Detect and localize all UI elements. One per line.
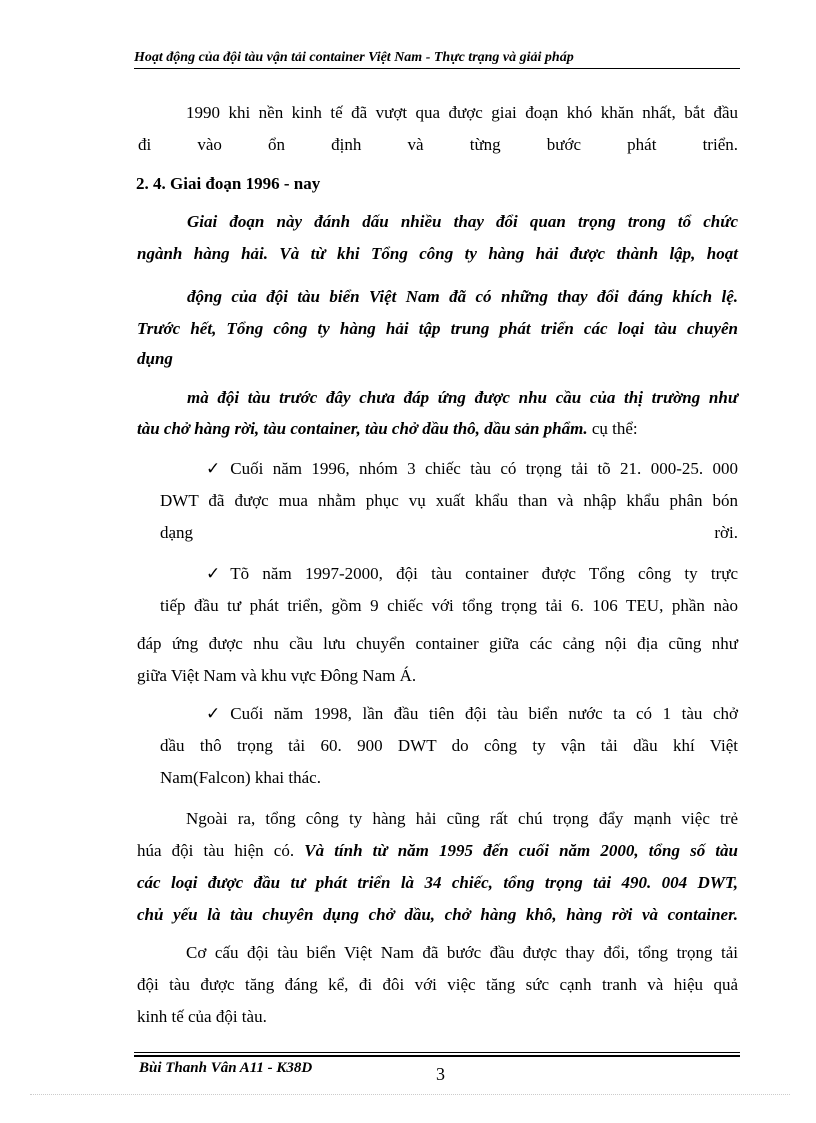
section-heading: 2. 4. Giai đoạn 1996 - nay [136, 174, 321, 193]
p5-line-3: các loại được đầu tư phát triển là 34 chiếc, tổng trọng tải 490. 004 DWT, [137, 873, 738, 892]
bullet-2-line-4: giữa Việt Nam và khu vực Đông Nam Á. [137, 666, 417, 685]
bullet-2-line-1: ✓ Tõ năm 1997-2000, đội tàu container được Tổng công ty trực [206, 558, 738, 590]
bullet-3-line-1: ✓ Cuối năm 1998, lần đầu tiên đội tàu biển nước ta có 1 tàu chở [206, 698, 738, 730]
p5-line-1: Ngoài ra, tổng công ty hàng hải cũng rất chú trọng đẩy mạnh việc trẻ [186, 809, 738, 828]
p5-line-2-bold: Và tính từ năm 1995 đến cuối năm 2000, tổng số tàu [304, 841, 739, 860]
footer-rule-thick [134, 1055, 740, 1057]
page-bottom-dotted-line [30, 1094, 790, 1095]
p3-line-3: dụng [137, 349, 173, 368]
p5-line-2-plain: húa đội tàu hiện có. [137, 841, 305, 860]
footer-author: Bùi Thanh Vân A11 - K38D [139, 1060, 313, 1076]
p2-line-2: ngành hàng hải. Và từ khi Tổng công ty hàng hải được thành lập, hoạt [137, 244, 738, 263]
header-rule [134, 68, 740, 69]
p3-line-1: động của đội tàu biển Việt Nam đã có những thay đổi đáng khích lệ. [187, 287, 738, 306]
running-header: Hoạt động của đội tàu vận tải container Việt Nam - Thực trạng và giải pháp [134, 50, 574, 65]
bullet-3-line-2: dầu thô trọng tải 60. 900 DWT do công ty vận tải dầu khí Việt [160, 736, 738, 755]
p6-line-3: kinh tế của đội tàu. [137, 1007, 267, 1026]
p6-line-2: đội tàu được tăng đáng kể, đi đôi với việc tăng sức cạnh tranh và hiệu quả [137, 975, 738, 994]
checkmark-icon: ✓ [206, 459, 221, 478]
p4-line-2-plain: cụ thể: [587, 419, 638, 438]
bullet-1-line-1: ✓ Cuối năm 1996, nhóm 3 chiếc tàu có trọng tải tõ 21. 000-25. 000 [206, 453, 738, 485]
bullet-2-line-2: tiếp đầu tư phát triển, gồm 9 chiếc với tổng trọng tải 6. 106 TEU, phần nào [160, 596, 738, 615]
bullet-1-line-2: DWT đã được mua nhằm phục vụ xuất khẩu than và nhập khẩu phân bón [160, 491, 738, 510]
p4-line-2 [137, 413, 738, 445]
checkmark-icon: ✓ [206, 704, 221, 723]
p6-line-1: Cơ cấu đội tàu biển Việt Nam đã bước đầu được thay đổi, tổng trọng tải [186, 943, 738, 962]
page-number: 3 [436, 1064, 445, 1084]
bullet-3-line-3: Nam(Falcon) khai thác. [160, 768, 321, 787]
checkmark-icon: ✓ [206, 564, 221, 583]
p4-line-1: mà đội tàu trước đây chưa đáp ứng được nhu cầu của thị trường như [187, 388, 738, 407]
bullet-2-line-3: đáp ứng được nhu cầu lưu chuyển container giữa các cảng nội địa cũng như [137, 634, 738, 653]
p3-line-2: Trước hết, Tổng công ty hàng hải tập trung phát triển các loại tàu chuyên [137, 319, 738, 338]
intro-line-1: 1990 khi nền kinh tế đã vượt qua được giai đoạn khó khăn nhất, bắt đầu [186, 103, 738, 122]
p2-line-1: Giai đoạn này đánh dấu nhiều thay đổi quan trọng trong tổ chức [187, 212, 738, 231]
p4-line-2-bold: tàu chở hàng rời, tàu container, tàu chở dầu thô, dầu sản phẩm. [137, 419, 588, 438]
footer-rule-thin [134, 1052, 740, 1053]
intro-line-2: đi vào ổn định và từng bước phát triển. [138, 135, 738, 154]
bullet-1-line-3: dạng rời. [160, 523, 738, 542]
p5-line-4: chủ yếu là tàu chuyên dụng chở dầu, chở hàng khô, hàng rời và container. [137, 905, 738, 924]
p5-line-2 [137, 835, 738, 867]
